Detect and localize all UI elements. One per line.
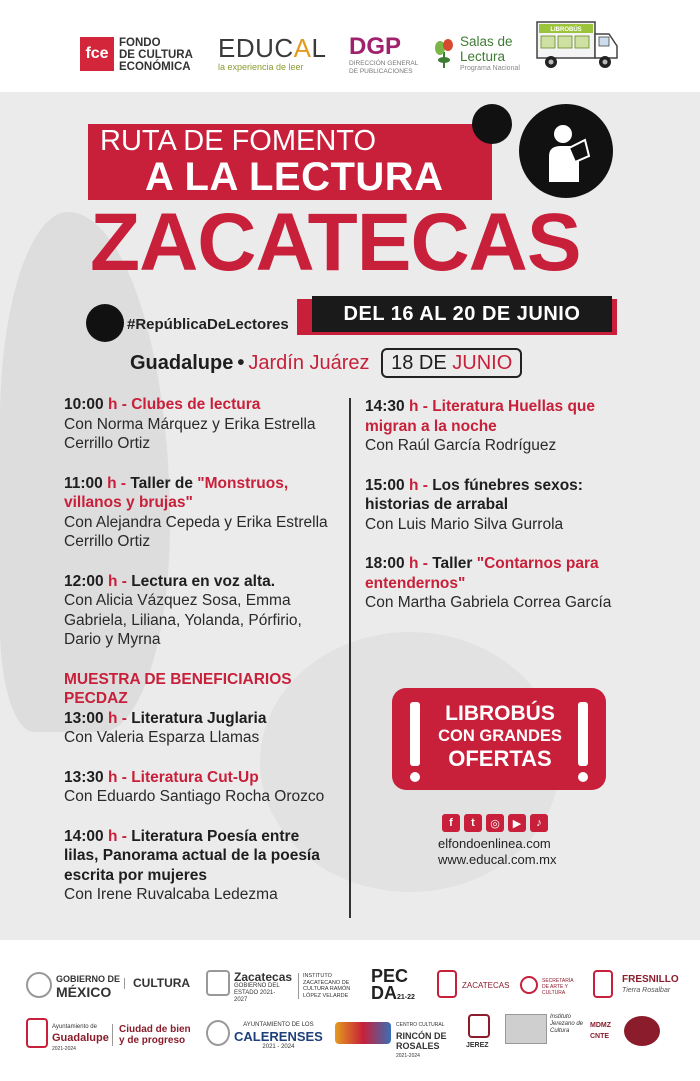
item-title: Los fúnebres sexos: historias de arrabal (365, 476, 583, 513)
promo-line-1: LIBROBÚS (445, 702, 555, 725)
gobierno-line-1: GOBIERNO DE (56, 974, 121, 984)
promo-line-3: OFERTAS (448, 746, 552, 771)
jerez-crest-icon (468, 1014, 490, 1038)
instituto-logo: INSTITUTO ZACATECANO DE CULTURA RAMÓN LÓPEZ VELARDE (298, 973, 354, 999)
schedule-item (64, 572, 336, 650)
item-description: Con Eduardo Santiago Rocha Orozco (64, 788, 325, 805)
fresnillo-logo (622, 974, 679, 996)
schedule-item (365, 476, 640, 535)
item-time: 13:30 (64, 768, 104, 786)
twitter-icon[interactable]: t (464, 814, 482, 832)
fce-logo-mark: fce (80, 37, 114, 71)
calerenses-logo (234, 1020, 323, 1053)
item-time-suffix: h - (107, 768, 127, 786)
facebook-icon[interactable]: f (442, 814, 460, 832)
guadalupe-years: 2021-2024 (52, 1046, 76, 1052)
item-title: Lectura en voz alta. (131, 572, 276, 590)
educal-tagline: la experiencia de leer (218, 62, 304, 72)
item-title: Literatura Juglaria (131, 709, 267, 727)
decorative-dot (472, 104, 512, 144)
city-title: ZACATECAS (90, 197, 581, 288)
schedule-item (64, 670, 336, 748)
item-description: Con Martha Gabriela Correa García (365, 594, 612, 611)
calerenses-years: 2021 - 2024 (262, 1044, 295, 1050)
fce-line-1: FONDO (119, 37, 161, 49)
url-fondo[interactable]: elfondoenlinea.com (438, 836, 551, 851)
item-time-suffix: h - (107, 827, 127, 845)
event-location (130, 348, 522, 378)
pecda-line-2: DA (371, 983, 397, 1003)
item-description: Con Raúl García Rodríguez (365, 437, 557, 454)
item-time-suffix: h - (408, 476, 428, 494)
column-divider (349, 398, 351, 918)
rincon-line-1: CENTRO CULTURAL (396, 1022, 445, 1028)
calerenses-line-1: AYUNTAMIENTO DE LOS (243, 1022, 314, 1028)
salas-name: Salas de Lectura (460, 34, 513, 64)
item-time: 15:00 (365, 476, 405, 494)
item-time: 13:00 (64, 709, 104, 727)
zacatecas-gov-logo (234, 972, 292, 1004)
hashtag: #RepúblicaDeLectores (127, 316, 289, 333)
event-date-day: 18 DE (391, 352, 447, 374)
librobus-truck-icon (535, 20, 619, 72)
dgp-tagline: DIRECCIÓN GENERAL DE PUBLICACIONES (349, 60, 419, 75)
gobierno-emblem-icon (26, 972, 52, 998)
calerenses-emblem-icon (206, 1020, 230, 1046)
schedule-item (365, 554, 640, 613)
gobierno-mexico-logo (56, 974, 120, 1000)
salas-tagline: Programa Nacional (460, 65, 520, 72)
guadalupe-crest-icon (26, 1018, 48, 1048)
schedule-item (64, 474, 336, 552)
dgp-logo (349, 34, 419, 75)
guadalupe-line-1: Ayuntamiento de (52, 1024, 97, 1030)
item-time-suffix: h - (107, 572, 127, 590)
rincon-rosales-logo (396, 1020, 460, 1062)
item-time-suffix: h - (408, 555, 428, 572)
item-title: Literatura Huellas que migran a la noche (365, 398, 596, 435)
item-description: Con Irene Ruvalcaba Ledezma (64, 886, 278, 903)
item-description: Con Luis Mario Silva Gurrola (365, 515, 564, 533)
gobierno-line-2: MÉXICO (56, 984, 112, 1000)
item-time-suffix: h - (107, 709, 127, 727)
jerez-logo: JEREZ (466, 1042, 489, 1049)
exclamation-close-dot (578, 772, 588, 782)
building-image (505, 1014, 547, 1044)
pecda-line-1: PEC (371, 966, 409, 986)
item-title-prefix: Taller (432, 555, 473, 572)
reader-icon (519, 104, 613, 198)
website-links (438, 836, 556, 868)
item-time-suffix: h - (408, 398, 428, 415)
event-date-month: JUNIO (452, 352, 513, 374)
promo-line-2: CON GRANDES (438, 727, 562, 745)
cultura-logo: CULTURA (124, 978, 190, 989)
item-time: 12:00 (64, 572, 104, 590)
item-time: 14:30 (365, 398, 405, 415)
truck-label: LIBROBÚS (550, 27, 582, 33)
mdmz-logo: MDMZ CNTE (590, 1022, 611, 1040)
pecda-years: 21-22 (397, 994, 415, 1001)
calerenses-line-2: CALERENSES (234, 1029, 323, 1044)
place-separator: • (237, 352, 245, 374)
schedule-item (365, 397, 640, 456)
venue: Jardín Juárez (248, 352, 370, 374)
secretaria-logo: SECRETARÍA DE ARTE Y CULTURA (542, 978, 574, 996)
social-icons (442, 814, 548, 832)
sponsor-logo-band (0, 940, 700, 1081)
center-logo-mark (335, 1022, 391, 1044)
item-time: 10:00 (64, 396, 104, 413)
item-description: Con Alejandra Cepeda y Erika Estrella Cerrillo Ortiz (64, 513, 328, 550)
item-title: Literatura Cut-Up (131, 768, 259, 786)
item-description: Con Valeria Esparza Llamas (64, 729, 260, 746)
secretaria-icon (520, 976, 538, 994)
union-emblem-icon (624, 1016, 660, 1046)
dgp-name: DGP (349, 33, 402, 60)
item-time-suffix: h - (107, 474, 127, 492)
item-title: "Contarnos para entendernos" (365, 555, 599, 592)
fce-line-3: ECONÓMICA (119, 61, 191, 73)
youtube-icon[interactable]: ▶ (508, 814, 526, 832)
schedule-item (64, 395, 336, 454)
ciudad-bien-logo: Ciudad de bien y de progreso (112, 1024, 192, 1046)
rincon-line-2: RINCÓN DE ROSALES (396, 1031, 447, 1051)
fresnillo-crest-icon (593, 970, 613, 998)
zacatecas-shield-icon (206, 970, 230, 996)
zacatecas-name: Zacatecas (234, 970, 293, 984)
title-line-1: RUTA DE FOMENTO (100, 125, 377, 157)
item-time-suffix: h - (107, 396, 127, 413)
instituto-jerezano-logo: Instituto Jerezano de Cultura (550, 1014, 584, 1034)
item-time: 14:00 (64, 827, 104, 845)
fce-line-2: DE CULTURA (119, 49, 193, 61)
url-educal[interactable]: www.educal.com.mx (438, 852, 557, 867)
schedule-left-column (64, 395, 336, 925)
town: Guadalupe (130, 352, 234, 374)
salas-leaf-icon (434, 38, 454, 70)
guadalupe-line-2: Guadalupe (52, 1032, 109, 1044)
event-dates: DEL 16 AL 20 DE JUNIO (312, 296, 612, 332)
educal-name-c: L (311, 33, 327, 63)
educal-name-b: A (293, 33, 312, 63)
item-title: "Monstruos, villanos y brujas" (64, 474, 289, 511)
fresnillo-name: FRESNILLO (622, 974, 679, 985)
schedule-item (64, 827, 336, 905)
pecda-logo (371, 968, 415, 1006)
zacatecas-crest-icon (437, 970, 457, 998)
item-description: Con Alicia Vázquez Sosa, Emma Gabriela, Liliana, Yolanda, Pórfirio, Dario y Myrna (64, 592, 302, 648)
librobus-text (420, 702, 580, 772)
tiktok-icon[interactable]: ♪ (530, 814, 548, 832)
instagram-icon[interactable]: ◎ (486, 814, 504, 832)
title-line-2: A LA LECTURA (145, 155, 444, 199)
decorative-dot-2 (86, 304, 124, 342)
section-heading: MUESTRA DE BENEFICIARIOS PECDAZ (64, 670, 292, 707)
fce-logo-text (119, 37, 193, 73)
educal-name-a: EDUC (218, 33, 294, 63)
exclamation-open-dot (410, 772, 420, 782)
item-title: Clubes de lectura (131, 396, 261, 413)
schedule-right-column (365, 397, 640, 633)
event-date-box (381, 348, 522, 378)
educal-logo (218, 34, 326, 72)
item-time: 18:00 (365, 555, 405, 572)
item-title-prefix: Taller de (130, 474, 193, 492)
zacatecas-small-logo: ZACATECAS (462, 981, 510, 990)
item-time: 11:00 (64, 474, 103, 492)
item-description: Con Norma Márquez y Erika Estrella Cerrillo Ortiz (64, 415, 316, 452)
fresnillo-tagline: Tierra Rosalbar (622, 987, 671, 994)
exclamation-open-bar (410, 702, 420, 766)
zacatecas-sub: GOBIERNO DEL ESTADO 2021-2027 (234, 983, 280, 1003)
rincon-years: 2021-2024 (396, 1053, 420, 1059)
schedule-item (64, 768, 336, 807)
item-title: Literatura Poesía entre lilas, Panorama actual de la poesía escrita por mujeres (64, 827, 320, 884)
guadalupe-logo (52, 1022, 109, 1055)
